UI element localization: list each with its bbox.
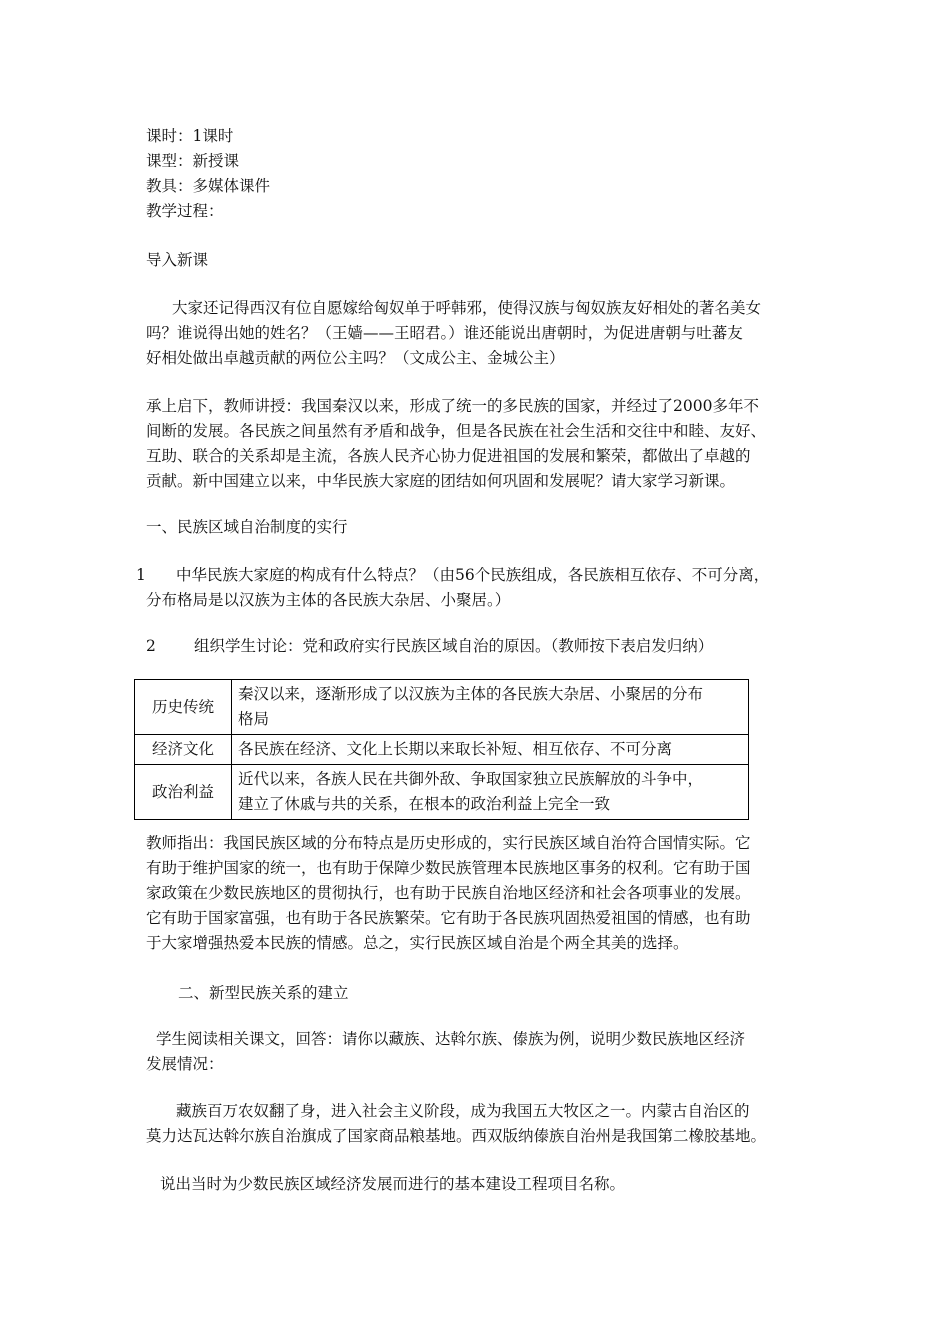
text-line: 秦汉以来，逐渐形成了以汉族为主体的各民族大杂居、小聚居的分布 <box>238 685 704 703</box>
text-line: 分布格局是以汉族为主体的各民族大杂居、小聚居。） <box>146 591 511 609</box>
section2-answer <box>146 1099 806 1149</box>
text-line: 莫力达瓦达斡尔族自治旗成了国家商品粮基地。西双版纳傣族自治州是我国第二橡胶基地。 <box>146 1127 767 1145</box>
row-content <box>232 735 749 765</box>
text-line: 藏族百万农奴翻了身，进入社会主义阶段，成为我国五大牧区之一。内蒙古自治区的 <box>176 1102 750 1120</box>
text-line: 学生阅读相关课文，回答：请你以藏族、达斡尔族、傣族为例，说明少数民族地区经济 <box>156 1030 746 1048</box>
row-content <box>232 765 749 820</box>
intro-paragraph-1 <box>146 296 806 371</box>
text-line: 中华民族大家庭的构成有什么特点？（由56个民族组成，各民族相互依存、不可分离， <box>176 566 770 584</box>
text-line: 家政策在少数民族地区的贯彻执行，也有助于民族自治地区经济和社会各项事业的发展。 <box>146 884 751 902</box>
teacher-note <box>146 831 806 956</box>
row-label: 政治利益 <box>135 765 232 820</box>
text-line: 贡献。新中国建立以来，中华民族大家庭的团结如何巩固和发展呢？请大家学习新课。 <box>146 472 736 490</box>
section2-question <box>146 1027 806 1077</box>
teaching-aids: 教具：多媒体课件 <box>146 177 271 195</box>
section1-heading: 一、民族区域自治制度的实行 <box>146 518 348 536</box>
lesson-hours: 课时：1课时 <box>146 127 234 145</box>
section2-heading: 二、新型民族关系的建立 <box>178 984 349 1002</box>
text-line: 近代以来，各族人民在共御外敌、争取国家独立民族解放的斗争中， <box>238 770 704 788</box>
text-line: 吗？谁说得出她的姓名？（王嫱——王昭君。）谁还能说出唐朝时，为促进唐朝与吐蕃友 <box>146 324 743 342</box>
item2-number: 2 <box>146 637 156 655</box>
item1-number: 1 <box>136 566 146 584</box>
text-line: 间断的发展。各民族之间虽然有矛盾和战争，但是各民族在社会生活和交往中和睦、友好、 <box>146 422 767 440</box>
text-line: 发展情况： <box>146 1055 224 1073</box>
table-row <box>135 765 749 820</box>
section2-prompt: 说出当时为少数民族区域经济发展而进行的基本建设工程项目名称。 <box>160 1175 626 1193</box>
text-line: 于大家增强热爱本民族的情感。总之，实行民族区域自治是个两全其美的选择。 <box>146 934 689 952</box>
item1-paragraph <box>146 563 806 613</box>
lesson-type: 课型：新授课 <box>146 152 240 170</box>
text-line: 大家还记得西汉有位自愿嫁给匈奴单于呼韩邪，使得汉族与匈奴族友好相处的著名美女 <box>172 299 762 317</box>
row-content <box>232 680 749 735</box>
text-line: 承上启下，教师讲授：我国秦汉以来，形成了统一的多民族的国家，并经过了2000多年不 <box>146 397 759 415</box>
text-line: 互助、联合的关系却是主流，各族人民齐心协力促进祖国的发展和繁荣，都做出了卓越的 <box>146 447 751 465</box>
text-line: 有助于维护国家的统一，也有助于保障少数民族管理本民族地区事务的权利。它有助于国 <box>146 859 751 877</box>
table-row <box>135 735 749 765</box>
text-line: 各民族在经济、文化上长期以来取长补短、相互依存、不可分离 <box>238 740 673 758</box>
text-line: 教师指出：我国民族区域的分布特点是历史形成的，实行民族区域自治符合国情实际。它 <box>146 834 751 852</box>
item2-text: 组织学生讨论：党和政府实行民族区域自治的原因。（教师按下表启发归纳） <box>194 637 714 655</box>
intro-paragraph-2 <box>146 394 806 494</box>
row-label: 经济文化 <box>135 735 232 765</box>
process-label: 教学过程： <box>146 202 224 220</box>
text-line: 建立了休戚与共的关系，在根本的政治利益上完全一致 <box>238 795 611 813</box>
text-line: 它有助于国家富强，也有助于各民族繁荣。它有助于各民族巩固热爱祖国的情感，也有助 <box>146 909 751 927</box>
table-row <box>135 680 749 735</box>
reasons-table <box>134 679 749 820</box>
intro-heading: 导入新课 <box>146 251 209 269</box>
text-line: 好相处做出卓越贡献的两位公主吗？（文成公主、金城公主） <box>146 349 565 367</box>
text-line: 格局 <box>238 710 270 728</box>
row-label: 历史传统 <box>135 680 232 735</box>
